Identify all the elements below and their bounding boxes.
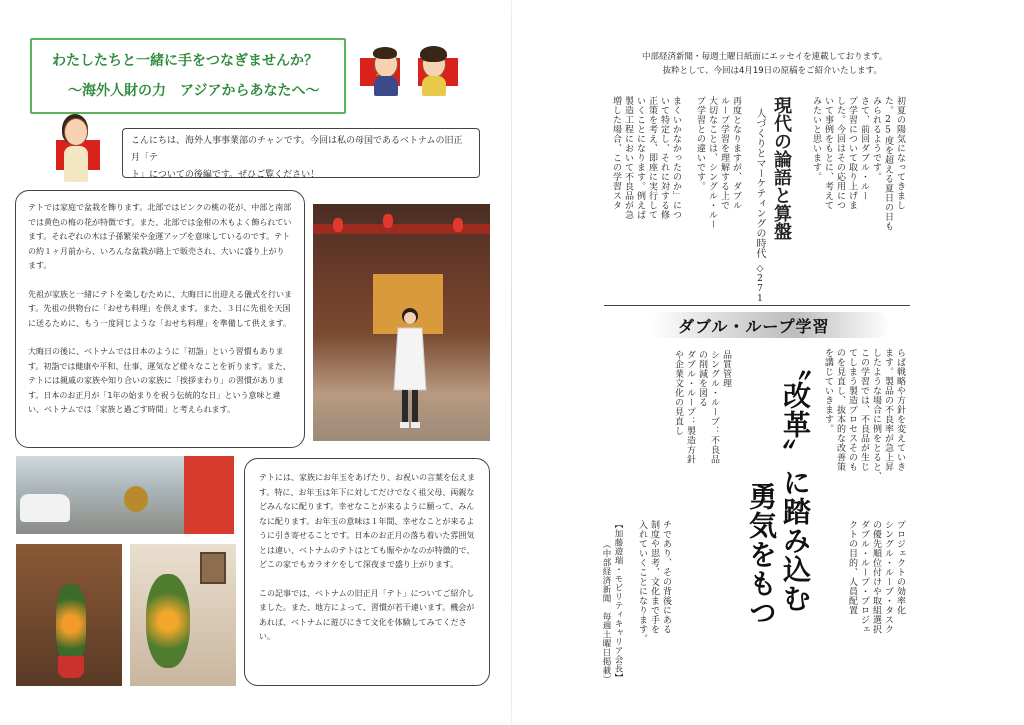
- column-text-line: プ学習との違いです。: [695, 96, 705, 191]
- source-credit: （中部経済新聞 毎週土曜日掲載）: [601, 540, 611, 684]
- article-title-1: 〝改革〟に踏み込む: [779, 352, 812, 613]
- column-text-line: 品質管理: [721, 350, 731, 388]
- column-text-line: 正策を考え、即座に実行して: [647, 96, 657, 220]
- lucky-money-box: [244, 458, 490, 686]
- column-text-line: した。今回はその応用につ: [835, 96, 845, 210]
- column-text-line: の削減を図る: [697, 350, 707, 407]
- intro-line-1: こんにちは、海外人事事業部のチャンです。今回は私の母国であるベトナムの旧正月「テ: [131, 136, 463, 163]
- column-text-line: た。25度を超える夏日の日も: [883, 96, 893, 231]
- headline-title: わたしたちと一緒に手をつなぎませんか？: [52, 53, 318, 69]
- notice-line-2: 抜粋として、今回は4月19日の原稿をご紹介いたします。: [662, 66, 882, 76]
- column-text-line: 入れていくことになります。: [637, 520, 647, 644]
- article-title-2: 勇気をもつ: [745, 482, 778, 627]
- kumquat-tree-photo-2: [130, 544, 236, 686]
- column-text-line: プ学習について取り上げま: [847, 96, 857, 210]
- banner-title: ダブル・ループ学習: [678, 317, 830, 336]
- column-text-line: らば戦略や方針を変えていき: [895, 348, 905, 472]
- notice-line-1: 中部経済新聞・毎週土曜日紙面にエッセイを連載しております。: [642, 52, 888, 62]
- column-text-line: この学習では、不良品が生じ: [859, 348, 869, 472]
- column-text-line: みられるようです。: [871, 96, 881, 182]
- column-text-line: のを見直し、抜本的な改善策: [835, 348, 845, 472]
- paragraph-first-visit: 大晦日の後に、ベトナムでは日本のように「初詣」という習慣もあります。初詣では健康や平和、仕事、運気など様々なことを祈ります。また、テトには親戚の家族や知り合いの家族に「挨拶まわり」の習慣があります。日本のお正月が「1年の始まりを祝う伝統的な日」という意味と違い、ベトナムでは「家族と過ごす時間」と考えられます。: [28, 347, 291, 414]
- intro-box: [122, 128, 480, 178]
- author-head: [64, 118, 88, 146]
- author-signature: 【加藤遊瑞・モビリティキャリア会長】: [613, 520, 623, 682]
- author-body: [64, 146, 88, 182]
- man-hair: [373, 47, 397, 59]
- tet-customs-box: [15, 190, 305, 448]
- temple-photo: [313, 204, 490, 441]
- intro-line-2: ト」についての後編です。ぜひご覧ください！: [131, 170, 320, 180]
- column-text-line: シングル・ループ：不良品: [709, 350, 719, 464]
- man-body: [374, 76, 398, 96]
- column-text-line: シングル・ループ・タスク: [883, 520, 893, 634]
- street-photo: [16, 456, 234, 534]
- column-text-line: ダブル・ループ・プロジェ: [859, 520, 869, 634]
- column-text-line: 再度となりますが、ダブル: [731, 96, 741, 210]
- column-subtitle: 人づくりとマーケティングの時代: [754, 108, 765, 258]
- column-text-line: したような場合に例をとると、: [871, 348, 881, 481]
- column-text-line: 増した場合、この学習スタ: [611, 96, 621, 210]
- column-text-line: いくことになります。例えば: [635, 96, 645, 220]
- paragraph-bonsai: テトでは家庭で盆栽を飾ります。北部ではピンクの桃の花が、中部と南部では黄色の梅の花が特徴です。また、北部では金柑の木もよく飾られています。それぞれの木は子孫繁栄や金運アップを意味しているのです。テトの約１ヶ月前から、いろんな盆栽が路上で販売され、大いに盛り上がります。: [28, 203, 292, 270]
- column-text-line: ループ学習を理解する上で: [719, 96, 729, 210]
- kumquat-tree-photo: [16, 544, 122, 686]
- column-text-line: いて特定し、それに対する修: [659, 96, 669, 220]
- column-text-line: や企業文化の見直し: [673, 350, 683, 436]
- column-title: 現代の論語と算盤: [771, 96, 792, 240]
- column-text-line: 大切なことは、シングル・ルー: [707, 96, 717, 229]
- column-text-line: プロジェクトの効率化: [895, 520, 905, 615]
- woman-in-white-coat: [390, 304, 430, 430]
- woman-hair: [420, 46, 447, 62]
- column-text-line: 初夏の陽気になってきまし: [895, 96, 905, 210]
- headline-subtitle: ～海外人財の力 アジアからあなたへ～: [68, 83, 320, 99]
- column-text-line: いて事例をもとに、考えて: [823, 96, 833, 210]
- column-text-line: てしまう製造プロセスそのも: [847, 348, 857, 472]
- column-text-line: ダブル・ループ：製造方針: [685, 350, 695, 464]
- column-number: ◇271: [755, 264, 765, 304]
- column-text-line: 製造工程において不良品が急: [623, 96, 633, 220]
- column-text-line: 制度や思考、文化まで手を: [649, 520, 659, 634]
- column-text-line: ます。製品の不良率が急上昇: [883, 348, 893, 472]
- column-text-line: クトの目的、人員配置: [847, 520, 857, 615]
- column-text-line: みたいと思います。: [811, 96, 821, 182]
- paragraph-lucky-money: テトには、家族にお年玉をあげたり、お祝いの言葉を伝えます。特に、お年玉は年下に対してだけでなく祖父母、両親などみんなに配ります。幸せなことが来るように願って、みんなに配ります。お年玉の意味は１年間、幸せなことが来るように引き寄せることです。日本のお正月の落ち着いた雰囲気とは違い、ベトナムのテトはとても賑やかなのが特徴的で、どこの家でもカラオケをして深夜まで盛り上がります。: [259, 473, 475, 569]
- section-divider: [604, 305, 910, 306]
- paragraph-closing: この記事では、ベトナムの旧正月「テト」についてご紹介しました。また、地方によって、習慣が若干違います。機会があれば、ベトナムに遊びにきて文化を体験してみてください。: [259, 588, 475, 641]
- column-text-line: チであり、その背後にある: [661, 520, 671, 634]
- column-text-line: を講じていきます。: [823, 348, 833, 434]
- woman-body: [422, 76, 446, 96]
- paragraph-ancestors: 先祖が家族と一緒にテトを楽しむために、大晦日に出迎える儀式を行います。先祖の供物台に「おせち料理」を供えます。また、３日に先祖を天国に送るために、もう一度同じような「おせち料理」を準備して供えます。: [28, 289, 292, 328]
- serial-notice: [642, 50, 888, 78]
- column-text-line: さて、前回ダブル・ルー: [859, 96, 869, 201]
- column-text-line: の優先順位付けや取組選択: [871, 520, 881, 634]
- column-text-line: まくいかなかったのか」につ: [671, 96, 681, 220]
